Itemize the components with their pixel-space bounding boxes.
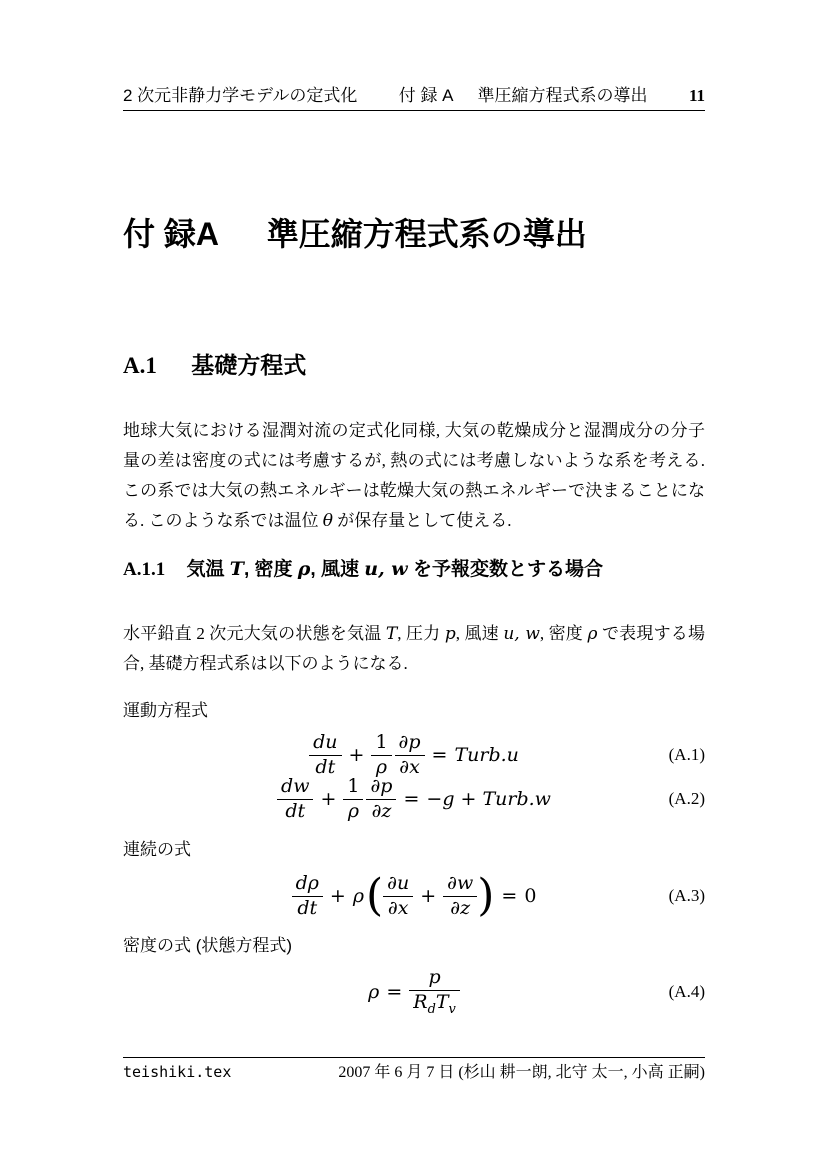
right-paren: ): [477, 870, 495, 921]
footer-filename: teishiki.tex: [123, 1063, 232, 1081]
math-var-T: T: [229, 558, 244, 580]
header-doc-title: 2 次元非静力学モデルの定式化: [123, 86, 358, 105]
equation-number: (A.2): [668, 789, 705, 808]
section-heading: [123, 351, 306, 380]
equals-operator: =: [501, 885, 518, 907]
equals-operator: =: [431, 744, 448, 766]
equals-operator: =: [403, 788, 420, 810]
header-page-number: 11: [688, 86, 705, 105]
subsection-number: A.1.1: [123, 559, 166, 580]
plus-operator: +: [420, 885, 437, 907]
fraction-dp-dx: $\frac{\partial p}{\partial x}$: [395, 733, 425, 778]
fraction-dw-dt: $\frac{dw}{dt}$: [277, 777, 313, 822]
section-number: A.1: [123, 353, 157, 378]
math-var-rho: ρ: [368, 981, 380, 1003]
subscript-d: d: [427, 1001, 436, 1017]
header-rule: [123, 110, 705, 111]
equation-A2: [123, 775, 705, 823]
paragraph-text: で表現する場合, 基礎方程式系は以下のようになる.: [123, 624, 706, 673]
paragraph-text: , 風速: [455, 624, 504, 643]
fraction-1-rho: $\frac{1}{\rho}$: [343, 777, 363, 822]
math-var-rho: ρ: [587, 624, 598, 644]
footer-rule: [123, 1057, 705, 1058]
equation-group-label-motion: 運動方程式: [123, 701, 208, 720]
paragraph-text: 水平鉛直 2 次元大気の状態を気温: [123, 624, 386, 643]
equation-number: (A.1): [668, 745, 705, 764]
chapter-title: 準圧縮方程式系の導出: [266, 216, 587, 252]
equation-A4: [123, 965, 705, 1017]
header-appendix-title: 準圧縮方程式系の導出: [477, 86, 648, 105]
header-appendix-label: 付 録 A: [398, 86, 454, 105]
chapter-number: 付 録A: [123, 216, 218, 252]
math-var-rho: ρ: [352, 885, 364, 907]
equation-A3: [123, 870, 705, 922]
fraction-1-rho: $\frac{1}{\rho}$: [371, 733, 391, 778]
section-title: 基礎方程式: [191, 352, 307, 378]
equation-group-label-density: 密度の式 (状態方程式): [123, 936, 293, 955]
fraction-dp-dz: $\frac{\partial p}{\partial z}$: [366, 777, 396, 822]
left-paren: (: [366, 870, 384, 921]
body-paragraph-1: [123, 416, 705, 536]
equals-operator: =: [386, 981, 403, 1003]
equation-group-label-continuity: 連続の式: [123, 840, 191, 859]
math-var-uw: u, w: [364, 558, 408, 580]
body-paragraph-2: [123, 619, 705, 679]
rhs-term: −g + Turb.w: [426, 788, 551, 810]
plus-operator: +: [329, 885, 346, 907]
subsection-heading: [123, 557, 603, 582]
subsection-title: 気温 T, 密度 ρ, 風速 u, w を予報変数とする場合: [186, 558, 603, 580]
paragraph-text: が保存量として使える.: [333, 511, 512, 530]
fraction-du-dx: $\frac{\partial u}{\partial x}$: [383, 874, 413, 919]
math-var-uw: u, w: [503, 624, 540, 644]
paragraph-text: , 密度: [539, 624, 588, 643]
page-header: [123, 85, 705, 107]
rhs-term: Turb.u: [454, 744, 519, 766]
footer-date-authors: 2007 年 6 月 7 日 (杉山 耕一朗, 北守 太一, 小高 正嗣): [338, 1064, 705, 1081]
fraction-p-RdTv: $\frac{p}{R_dT_v}$: [409, 968, 460, 1016]
paragraph-text: 地球大気における湿潤対流の定式化同様, 大気の乾燥成分と湿潤成分の分子量の差は密度の式には考慮するが, 熱の式には考慮しないような系を考える. この系では大気の熱エネルギーは乾燥大気の熱エネルギーで決まることになる. このような系では温位: [123, 421, 705, 530]
plus-operator: +: [348, 744, 365, 766]
header-chapter-ref: [399, 85, 648, 107]
paragraph-text: , 圧力: [397, 624, 445, 643]
chapter-heading: [123, 214, 587, 254]
plus-operator: +: [320, 788, 337, 810]
rhs-term: 0: [524, 885, 537, 907]
math-var-rho: ρ: [297, 558, 311, 580]
fraction-drho-dt: $\frac{d\rho}{dt}$: [292, 874, 323, 919]
page-footer: [123, 1061, 705, 1084]
math-var-theta: θ: [322, 511, 333, 531]
fraction-dw-dz: $\frac{\partial w}{\partial z}$: [443, 874, 477, 919]
math-var-T: T: [385, 624, 398, 644]
equation-A1: [123, 731, 705, 779]
math-var-p: p: [444, 624, 456, 644]
subscript-v: v: [448, 1001, 456, 1017]
equation-number: (A.3): [668, 886, 705, 905]
equation-number: (A.4): [668, 982, 705, 1001]
math-var-T: T: [435, 990, 449, 1013]
fraction-du-dt: $\frac{du}{dt}$: [309, 733, 341, 778]
math-var-R: R: [413, 990, 428, 1013]
